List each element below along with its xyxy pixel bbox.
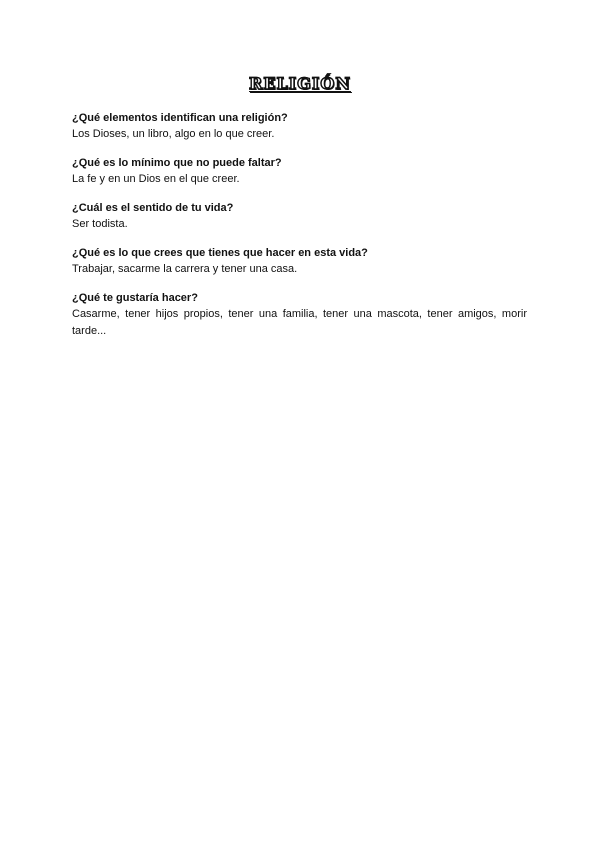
qa-item — [72, 156, 527, 188]
qa-item — [72, 291, 527, 340]
question-text: ¿Qué es lo que crees que tienes que hacer en esta vida? — [72, 247, 368, 259]
answer-text: La fe y en un Dios en el que creer. — [72, 173, 240, 185]
question-text: ¿Qué elementos identifican una religión? — [72, 112, 288, 124]
answer-text: Los Dioses, un libro, algo en lo que creer. — [72, 128, 275, 140]
answer-text: Trabajar, sacarme la carrera y tener una casa. — [72, 263, 298, 275]
question-text: ¿Qué es lo mínimo que no puede faltar? — [72, 157, 282, 169]
question-text: ¿Qué te gustaría hacer? — [72, 292, 198, 304]
qa-list — [72, 111, 527, 353]
answer-text: Ser todista. — [72, 218, 128, 230]
answer-text: Casarme, tener hijos propios, tener una familia, tener una mascota, tener amigos, morir tarde... — [72, 308, 527, 337]
question-text: ¿Cuál es el sentido de tu vida? — [72, 202, 234, 214]
qa-item — [72, 246, 527, 278]
page-title: RELIGIÓN — [249, 74, 351, 93]
qa-item — [72, 201, 527, 233]
qa-item — [72, 111, 527, 143]
